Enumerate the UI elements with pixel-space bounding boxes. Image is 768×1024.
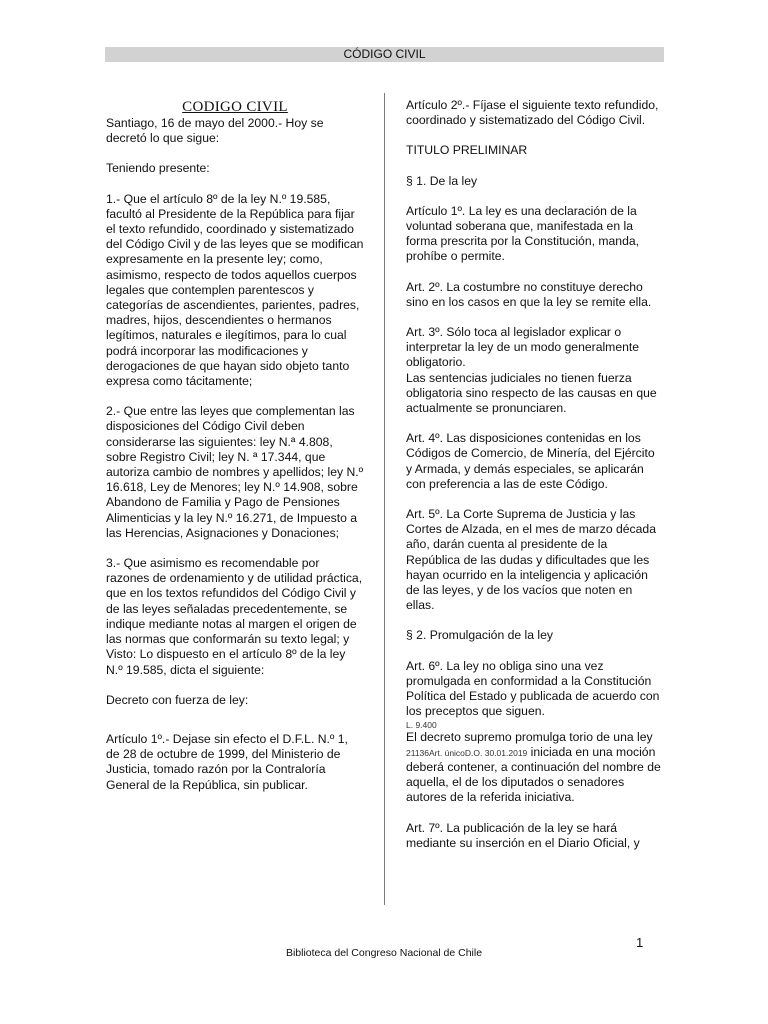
margin-note-law-ref: 21136Art. únicoD.O. 30.01.2019: [406, 747, 528, 758]
paragraph-whereas-3: 3.- Que asimismo es recomendable por razones de ordenamiento y de utilidad práctica, que en los textos refundidos del Código Civil y de las leyes señaladas precedentemente, se indique mediante notas al margen el origen de las normas que conformarán su texto legal; y Visto: Lo dispuesto en el artículo 8º de la ley N.º 19.585, dicta el siguiente:: [106, 556, 363, 677]
paragraph-art-6: Art. 6º. La ley no obliga sino una vez promulgada en conformidad a la Constitución Política del Estado y publicada de acuerdo con los preceptos que siguen.: [406, 658, 660, 719]
column-divider: [384, 93, 385, 905]
running-header: [105, 47, 664, 62]
paragraph-article-1: Artículo 1º.- Dejase sin efecto el D.F.L. N.º 1, de 28 de octubre de 1999, del Ministerio de Justicia, tomado razón por la Contraloría General de la República, sin publicar.: [106, 731, 348, 792]
paragraph-art-2: Art. 2º. La costumbre no constituye derecho sino en los casos en que la ley se remite ella.: [406, 279, 652, 309]
paragraph-decree-heading: Decreto con fuerza de ley:: [106, 692, 249, 707]
heading-section-1: § 1. De la ley: [406, 173, 478, 188]
left-column: [106, 98, 364, 793]
heading-titulo-preliminar: TITULO PRELIMINAR: [406, 143, 528, 158]
right-column: [406, 98, 664, 851]
heading-section-2: § 2. Promulgación de la ley: [406, 628, 554, 643]
paragraph-whereas-1: 1.- Que el artículo 8º de la ley N.º 19.585, facultó al Presidente de la República para fijar el texto refundido, coordinado y sistematizado del Código Civil y de las leyes que se modifican expresamente en la presente ley; como, asimismo, respecto de todos aquellos cuerpos legales que contemplen parentescos y categorías de ascendientes, parientes, padres, madres, hijos, descendientes o hermanos legítimos, naturales e ilegítimos, para lo cual podrá incorporar las modificaciones y derogaciones de que hayan sido objeto tanto expresa como tácitamente;: [106, 191, 364, 389]
paragraph-whereas-2: 2.- Que entre las leyes que complementan las disposiciones del Código Civil deben considerarse las siguientes: ley N.ª 4.808, sobre Registro Civil; ley N. ª 17.344, que autoriza cambio de nombres y apellidos; ley N.º 16.618, Ley de Menores; ley N.º 14.908, sobre Abandono de Familia y Pago de Pensiones Alimenticias y la ley N.º 16.271, de Impuesto a las Herencias, Asignaciones y Donaciones;: [106, 404, 364, 540]
margin-note-law: L. 9.400: [406, 719, 437, 730]
paragraph-art-3-cont: Las sentencias judiciales no tienen fuerza obligatoria sino respecto de las causas en que actualmente se pronunciaren.: [406, 370, 657, 416]
paragraph-art-4: Art. 4º. Las disposiciones contenidas en los Códigos de Comercio, de Minería, del Ejército y Armada, y demás especiales, se aplicarán con preferencia a las de este Código.: [406, 431, 655, 491]
paragraph-considering: Teniendo presente:: [106, 161, 210, 176]
paragraph-art-3: Art. 3º. Sólo toca al legislador explicar o interpretar la ley de un modo generalmente obligatorio.: [406, 325, 640, 370]
paragraph-art-6-cont-b: iniciada en una moción deberá contener, a continuación del nombre de aquella, el de los diputados o senadores autores de la referida iniciativa.: [406, 744, 661, 805]
page-number: 1: [636, 935, 644, 950]
paragraph-art-6-cont-a: El decreto supremo promulga torio de una ley: [406, 729, 653, 744]
paragraph-art-5: Art. 5º. La Corte Suprema de Justicia y las Cortes de Alzada, en el mes de marzo década año, darán cuenta al presidente de la República de las dudas y dificultades que les hayan ocurrido en la inteligencia y aplicación de las leyes, y de los vacíos que noten en ellas.: [406, 507, 656, 613]
paragraph-date: Santiago, 16 de mayo del 2000.- Hoy se decretó lo que sigue:: [106, 116, 324, 146]
page-footer: Biblioteca del Congreso Nacional de Chile: [285, 947, 483, 959]
paragraph-article-2: Artículo 2º.- Fíjase el siguiente texto refundido, coordinado y sistematizado del Código Civil.: [406, 98, 659, 128]
running-header-title: CÓDIGO CIVIL: [343, 47, 426, 61]
document-title: CODIGO CIVIL: [182, 99, 288, 115]
paragraph-art-6-cont: [406, 730, 664, 806]
paragraph-art-7: Art. 7º. La publicación de la ley se hará mediante su inserción en el Diario Oficial, y: [406, 820, 640, 850]
paragraph-art-1: Artículo 1º. La ley es una declaración de la voluntad soberana que, manifestada en la forma prescrita por la Constitución, manda, prohíbe o permite.: [406, 203, 640, 264]
